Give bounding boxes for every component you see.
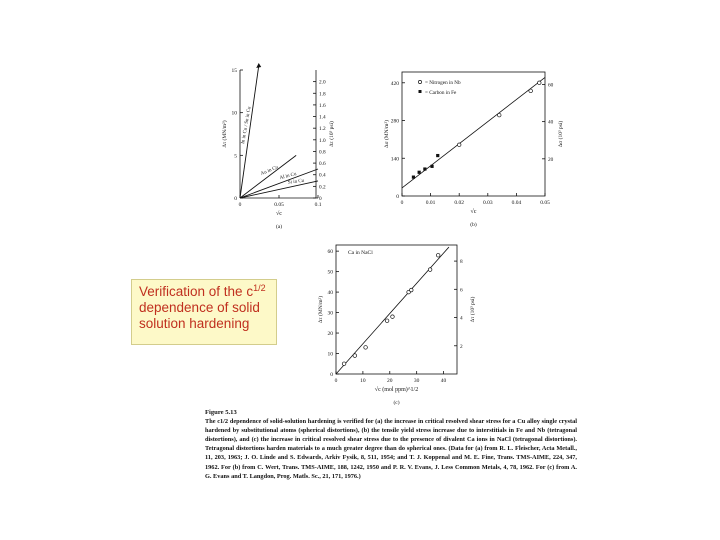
legend-marker-square — [419, 90, 422, 93]
data-point-circle — [457, 143, 461, 147]
data-point-square — [423, 167, 426, 170]
data-point-circle — [537, 81, 541, 85]
y-tick-label-right: 1.4 — [319, 114, 326, 121]
y-tick-label-left: 0 — [234, 196, 237, 202]
x-tick-label: 0 — [334, 378, 338, 384]
panel-b-frame — [402, 72, 545, 196]
figure-caption — [205, 408, 577, 481]
data-point-circle — [428, 268, 432, 272]
data-point-circle — [364, 346, 368, 350]
x-axis-label: √c — [276, 211, 282, 217]
y-tick-label-right: 0.6 — [319, 161, 326, 168]
caption-figure-number: Figure 5.13 — [205, 409, 237, 416]
x-tick-label: 0.05 — [274, 202, 284, 208]
y-tick-label-right: 0.2 — [319, 184, 326, 191]
y-tick-label-right: 0.4 — [319, 172, 326, 179]
x-tick-label: 0.05 — [540, 200, 550, 206]
data-point-circle — [353, 354, 357, 358]
legend-label: = Carbon in Fe — [425, 90, 457, 96]
y-tick-label-left: 10 — [327, 351, 333, 358]
fit-line — [402, 77, 545, 188]
panel-label: (a) — [275, 224, 283, 230]
y-tick-label-right: 1.2 — [319, 126, 326, 133]
x-tick-label: 40 — [440, 378, 447, 384]
callout-exponent: 1/2 — [253, 283, 266, 293]
y-tick-label-right: 2.0 — [319, 79, 326, 86]
y-axis-label-right: Δτ (10³ psi) — [329, 121, 335, 147]
data-point-circle — [497, 113, 501, 117]
y-tick-label-left: 15 — [231, 68, 237, 74]
x-tick-label: 0 — [400, 200, 404, 206]
x-tick-label: 20 — [387, 378, 393, 384]
series-label: In in Cu / Sn in Cu — [241, 106, 253, 145]
legend-label: = Nitrogen in Nb — [425, 80, 461, 86]
arrow-head — [256, 63, 261, 68]
callout-line2: dependence of solid — [139, 300, 260, 315]
x-axis-label: √c — [470, 209, 477, 215]
y-tick-label-right: 4 — [460, 315, 463, 322]
y-tick-label-right: 2 — [460, 343, 463, 350]
y-tick-label-right: 1.0 — [319, 137, 326, 144]
data-point-circle — [529, 89, 533, 93]
y-tick-label-right: 0 — [319, 196, 322, 202]
panel-label: (b) — [470, 222, 477, 228]
y-tick-label-left: 420 — [390, 80, 399, 87]
y-tick-label-left: 0 — [396, 194, 399, 200]
data-point-square — [430, 165, 433, 168]
y-tick-label-right: 6 — [460, 287, 463, 294]
series-label: Si in Cu — [287, 178, 305, 186]
data-point-square — [418, 171, 421, 174]
y-tick-label-left: 5 — [234, 153, 237, 160]
x-axis-label: √c (mol ppm)^1/2 — [374, 387, 419, 393]
y-tick-label-left: 0 — [330, 372, 333, 378]
y-axis-label-right: Δσ (10³ psi) — [558, 120, 564, 148]
callout-line3: solution hardening — [139, 316, 250, 331]
y-tick-label-right: 20 — [548, 156, 554, 163]
panel-annotation: Ca in NaCl — [348, 250, 373, 256]
data-point-circle — [342, 362, 346, 366]
data-point-circle — [385, 319, 389, 323]
y-tick-label-right: 60 — [548, 82, 554, 89]
data-point-circle — [409, 288, 413, 292]
y-tick-label-right: 40 — [548, 119, 554, 126]
x-tick-label: 30 — [413, 378, 420, 384]
data-point-circle — [391, 315, 395, 319]
data-point-square — [436, 154, 439, 157]
y-tick-label-right: 1.8 — [319, 91, 326, 98]
panel-label: (c) — [393, 400, 400, 406]
y-axis-label-left: Δτ (MN/m²) — [222, 120, 228, 148]
caption-text: The c1/2 dependence of solid-solution hardening is verified for (a) the increase in critical resolved shear stress for a Cu alloy single crystal hardened by substitutional atoms (spherical distortions), (b) the tensile yield stress increase due to interstitials in Fe and Nb (tetragonal distortions), and (c) the increase in critical resolved shear stress due to the presence of divalent Ca ions in NaCl (tetragonal distortions). Tetragonal distortions harden materials to a much greater degree than do spherical ones. (Data for (a) from R. L. Fleischer, Acta Metall., 11, 203, 1963; J. O. Linde and S. Edwards, Arkiv Fysik, 8, 511, 1954; and T. J. Koppenal and M. E. Fine, Trans. TMS-AIME, 224, 347, 1962. For (b) from C. Wert, Trans. TMS-AIME, 188, 1242, 1950 and P. R. V. Evans, J. Less Common Metals, 4, 78, 1962. For (c) from A. G. Evans and T. Langdon, Prog. Matls. Sc., 21, 171, 1976.) — [205, 418, 577, 480]
callout-box — [131, 279, 277, 345]
x-tick-label: 10 — [360, 378, 366, 384]
series-label: Al in Cu — [279, 172, 298, 182]
y-tick-label-right: 0.8 — [319, 149, 326, 156]
y-tick-label-left: 30 — [327, 310, 333, 317]
y-tick-label-right: 8 — [460, 259, 463, 266]
y-tick-label-left: 20 — [327, 331, 333, 338]
callout-line1: Verification of the c — [139, 284, 254, 299]
data-point-circle — [436, 253, 440, 257]
y-tick-label-left: 50 — [327, 269, 333, 276]
y-tick-label-left: 40 — [327, 290, 333, 297]
x-tick-label: 0.03 — [482, 200, 493, 206]
x-tick-label: 0 — [238, 202, 242, 208]
series-label: Au in Cu — [260, 165, 280, 177]
y-tick-label-left: 280 — [390, 118, 399, 125]
y-tick-label-right: 1.6 — [319, 102, 326, 109]
x-tick-label: 0.04 — [511, 200, 522, 206]
y-axis-label-left: Δσ (MN/m²) — [384, 120, 390, 148]
y-tick-label-left: 140 — [390, 156, 399, 163]
y-tick-label-left: 60 — [327, 249, 333, 256]
y-axis-label-right: Δτ (10³ psi) — [470, 296, 476, 323]
legend-marker-circle — [418, 80, 421, 83]
x-tick-label: 0.1 — [314, 202, 322, 208]
x-tick-label: 0.02 — [454, 200, 465, 206]
y-tick-label-left: 10 — [231, 110, 237, 117]
data-point-square — [412, 176, 415, 179]
x-tick-label: 0.01 — [425, 200, 436, 206]
y-axis-label-left: Δτ (MN/m²) — [318, 295, 324, 324]
